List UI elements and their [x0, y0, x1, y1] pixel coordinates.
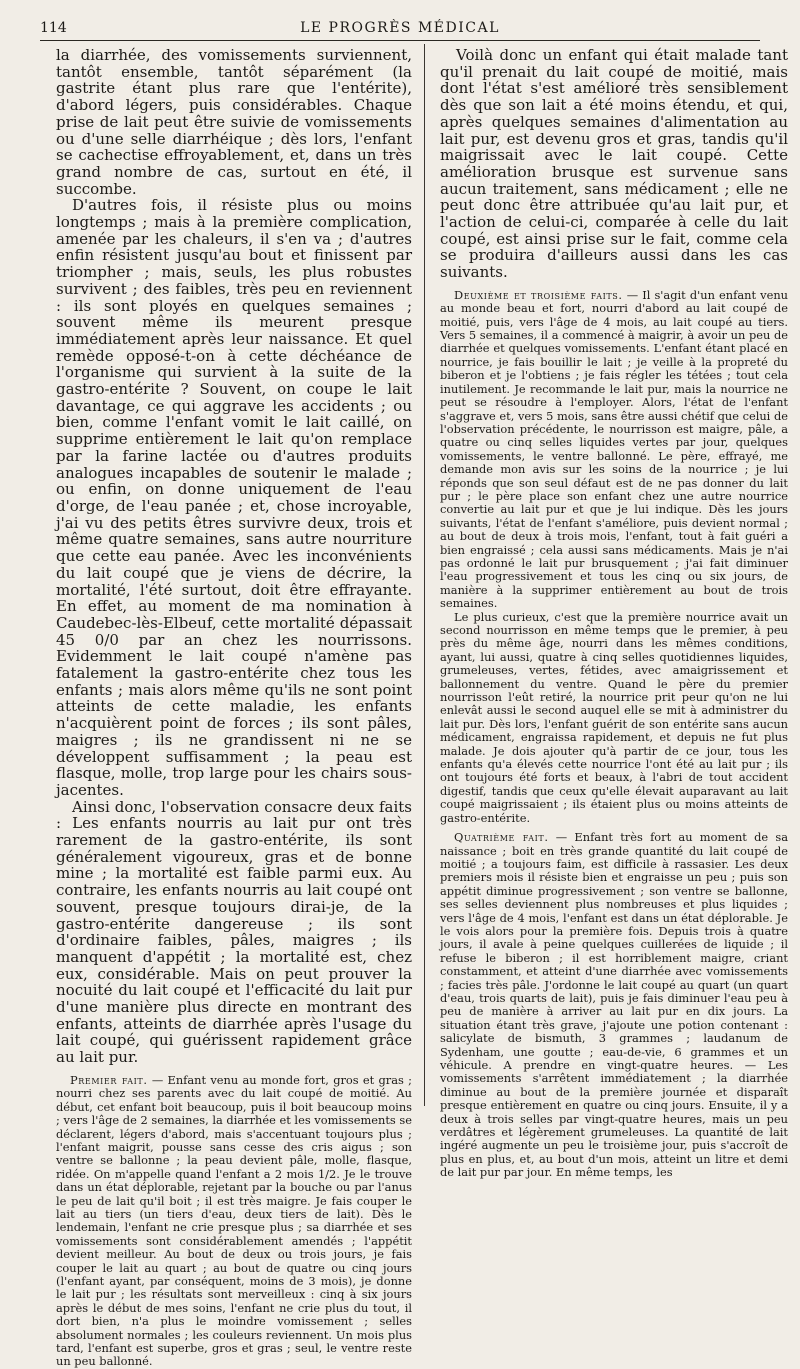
case-four-heading: Quatrième fait.	[454, 830, 549, 845]
case-four-text: — Enfant très fort au moment de sa naissance ; boit en très grande quantité du lait coupé de moitié ; a toujours faim, est difficile à rassasier. Les deux premiers mois il résiste bien et engraisse un peu ; puis son appétit diminue progressivement ; son ventre se ballonne, ses selles deviennent plus nombreuses et plus liquides ; vers l'âge de 4 mois, l'enfant est dans un état déplorable. Je le vois alors pour la première fois. Depuis trois à quatre jours, il avale à peine quelques cuillerées de liquide ; il refuse le biberon ; il est horriblement maigre, criant constamment, et atteint d'une diarrhée avec vomissements ; facies très pâle. J'ordonne le lait coupé au quart (un quart d'eau, trois quarts de lait), puis je fais diminuer l'eau peu à peu de manière à arriver au lait pur en dix jours. La situation étant très grave, j'ajoute une potion contenant : salicylate de bismuth, 3 grammes ; laudanum de Sydenham, une goutte ; eau-de-vie, 6 grammes et un véhicule. A prendre en vingt-quatre heures. — Les vomissements s'arrêtent immédiatement ; la diarrhée diminue au bout de la première journée et disparaît presque entièrement en quatre ou cinq jours. Ensuite, il y a deux à trois selles par vingt-quatre heures, mais un peu verdâtres et légèrement grumeleuses. La quantité de lait ingéré augmente un peu le troisième jour, puis s'accroît de plus en plus, et, au bout d'un mois, atteint un litre et demi de lait pur par jour. En même temps, les	[440, 830, 789, 1180]
case-one-paragraph	[56, 1074, 412, 1369]
page-number: 114	[40, 20, 67, 36]
right-column	[440, 46, 789, 1180]
right-paragraph-1: Voilà donc un enfant qui était malade tant qu'il prenait du lait coupé de moitié, mais dont l'état s'est amélioré très sensiblement dès que son lait a été moins étendu, et qui, après quelques semaines d'alimentation au lait pur, est devenu gros et gras, tandis qu'il maigrissait avec le lait coupé. Cette amélioration brusque est survenue sans aucun traitement, sans médicament ; elle ne peut donc être attribuée qu'au lait pur, et l'action de celui-ci, comparée à celle du lait coupé, est ainsi prise sur le fait, comme cela se produira d'ailleurs aussi dans les cas suivants.	[440, 46, 788, 282]
case-two-three-text: — Il s'agit d'un enfant venu au monde beau et fort, nourri d'abord au lait coupé de moitié, puis, vers l'âge de 4 mois, au lait coupé au tiers. Vers 5 semaines, il a commencé à maigrir, à avoir un peu de diarrhée et quelques vomissements. L'enfant étant placé en nourrice, je fais bouillir le lait ; je veille à la propreté du biberon et je l'obtiens ; je fais régler les tétées ; tout cela inutilement. Je recommande le lait pur, mais la nourrice ne peut se résoudre à l'employer. Alors, l'état de l'enfant s'aggrave et, vers 5 mois, sans être aussi chétif que celui de l'observation précédente, le nourrisson est maigre, pâle, a quatre ou cinq selles liquides vertes par jour, quelques vomissements, le ventre ballonné. Le père, effrayé, me demande mon avis sur les soins de la nourrice ; je lui réponds que son seul défaut est de ne pas donner du lait pur ; le père place son enfant chez une autre nourrice convertie au lait pur et que je lui indique. Dès les jours suivants, l'état de l'enfant s'améliore, puis devient normal ; au bout de deux à trois mois, l'enfant, tout à fait guéri a bien engraissé ; cela aussi sans médicaments. Mais je n'ai pas ordonné le lait pur brusquement ; j'ai fait diminuer l'eau progressivement et tous les cinq ou six jours, de manière à la supprimer entièrement au bout de trois semaines.	[440, 287, 788, 611]
case-one-text: — Enfant venu au monde fort, gros et gras ; nourri chez ses parents avec du lait coupé de moitié. Au début, cet enfant boit beaucoup, puis il boit beaucoup moins ; vers l'âge de 2 semaines, la diarrhée et les vomissements se déclarent, légers d'abord, mais s'accentuant toujours plus ; l'enfant maigrit, pousse sans cesse des cris aigus ; son ventre se ballonne ; la peau devient pâle, molle, flasque, ridée. On m'appelle quand l'enfant a 2 mois 1/2. Je le trouve dans un état déplorable, rejetant par la bouche ou par l'anus le peu de lait qu'il boit ; il est très maigre. Je fais couper le lait au tiers (un tiers d'eau, deux tiers de lait). Dès le lendemain, l'enfant ne crie presque plus ; sa diarrhée et ses vomissements sont considérablement amendés ; l'appétit devient meilleur. Au bout de deux ou trois jours, je fais couper le lait au quart ; au bout de quatre ou cinq jours (l'enfant ayant, par conséquent, moins de 3 mois), je donne le lait pur ; les résultats sont merveilleux : cinq à six jours après le début de mes soins, l'enfant ne crie plus du tout, il dort bien, n'a plus le moindre vomissement ; selles absolument normales ; les couleurs reviennent. Un mois plus tard, l'enfant est superbe, gros et gras ; seul, le ventre reste un peu ballonné.	[56, 1072, 412, 1369]
case-two-three-heading: Deuxième et troisième faits.	[454, 287, 623, 302]
case-four-paragraph	[440, 831, 788, 1180]
case-two-three-paragraph	[440, 289, 788, 611]
left-column	[56, 46, 412, 1369]
journal-title: LE PROGRÈS MÉDICAL	[300, 20, 500, 36]
right-paragraph-3: Le plus curieux, c'est que la première nourrice avait un second nourrisson en même temps que le premier, à peu près du même âge, nourri dans les mêmes conditions, ayant, lui aussi, quatre à cinq selles quotidiennes liquides, grumeleuses, vertes, fétides, avec amaigrissement et ballonnement du ventre. Quand le père du premier nourrisson l'eût retiré, la nourrice prit peur qu'on ne lui enlevât aussi le second auquel elle se mit à administrer du lait pur. Dès lors, l'enfant guérit de son entérite sans aucun médicament, engraissa rapidement, et depuis ne fut plus malade. Je dois ajouter qu'à partir de ce jour, tous les enfants qu'a élevés cette nourrice l'ont été au lait pur ; ils ont toujours été forts et beaux, à l'abri de tout accident digestif, tandis que ceux qu'elle élevait auparavant au lait coupé maigrissaient ; ils étaient plus ou moins atteints de gastro-entérite.	[440, 609, 788, 825]
header-rule	[40, 40, 760, 41]
left-paragraph-1: la diarrhée, des vomissements surviennent, tantôt ensemble, tantôt séparément (la gastrite étant plus rare que l'entérite), d'abord légers, puis considérables. Chaque prise de lait peut être suivie de vomissements ou d'une selle diarrhéique ; dès lors, l'enfant se cachectise effroyablement, et, dans un très grand nombre de cas, surtout en été, il succombe.	[56, 46, 412, 198]
left-paragraph-2: D'autres fois, il résiste plus ou moins longtemps ; mais à la première complication, amenée par les chaleurs, il s'en va ; d'autres enfin résistent jusqu'au bout et finissent par triompher ; mais, seuls, les plus robustes survivent ; des faibles, très peu en reviennent : ils sont ployés en quelques semaines ; souvent même ils meurent presque immédiatement après leur naissance. Et quel remède opposé-t-on à cette déchéance de l'organisme qui survient à la suite de la gastro-entérite ? Souvent, on coupe le lait davantage, ce qui aggrave les accidents ; ou bien, comme l'enfant vomit le lait caillé, on supprime entièrement le lait qu'on remplace par la farine lactée ou d'autres produits analogues incapables de soutenir le malade ; ou enfin, on donne uniquement de l'eau d'orge, de l'eau panée ; et, chose incroyable, j'ai vu des petits êtres survivre deux, trois et même quatre semaines, sans autre nourriture que cette eau panée. Avec les inconvénients du lait coupé que je viens de décrire, la mortalité, l'été surtout, doit être effrayante. En effet, au moment de ma nomination à Caudebec-lès-Elbeuf, cette mortalité dépassait 45 0/0 par an chez les nourrissons. Evidemment le lait coupé n'amène pas fatalement la gastro-entérite chez tous les enfants ; mais alors même qu'ils ne sont point atteints de cette maladie, les enfants n'acquièrent point de forces ; ils sont pâles, maigres ; ils ne grandissent ni ne se développent suffisamment ; la peau est flasque, molle, trop large pour les chairs sous-jacentes.	[56, 196, 412, 799]
column-divider	[424, 44, 425, 1106]
page-header	[40, 18, 760, 40]
left-paragraph-3: Ainsi donc, l'observation consacre deux faits : Les enfants nourris au lait pur ont très rarement de la gastro-entérite, ils sont généralement vigoureux, gras et de bonne mine ; la mortalité est faible parmi eux. Au contraire, les enfants nourris au lait coupé ont souvent, presque toujours dirai-je, de la gastro-entérite dangereuse ; ils sont d'ordinaire faibles, pâles, maigres ; ils manquent d'appétit ; la mortalité est, chez eux, considérable. Mais on peut prouver la nocuité du lait coupé et l'efficacité du lait pur d'une manière plus directe en montrant des enfants, atteints de diarrhée après l'usage du lait coupé, qui guérissent rapidement grâce au lait pur.	[56, 797, 412, 1067]
case-one-heading: Premier fait.	[70, 1072, 148, 1087]
